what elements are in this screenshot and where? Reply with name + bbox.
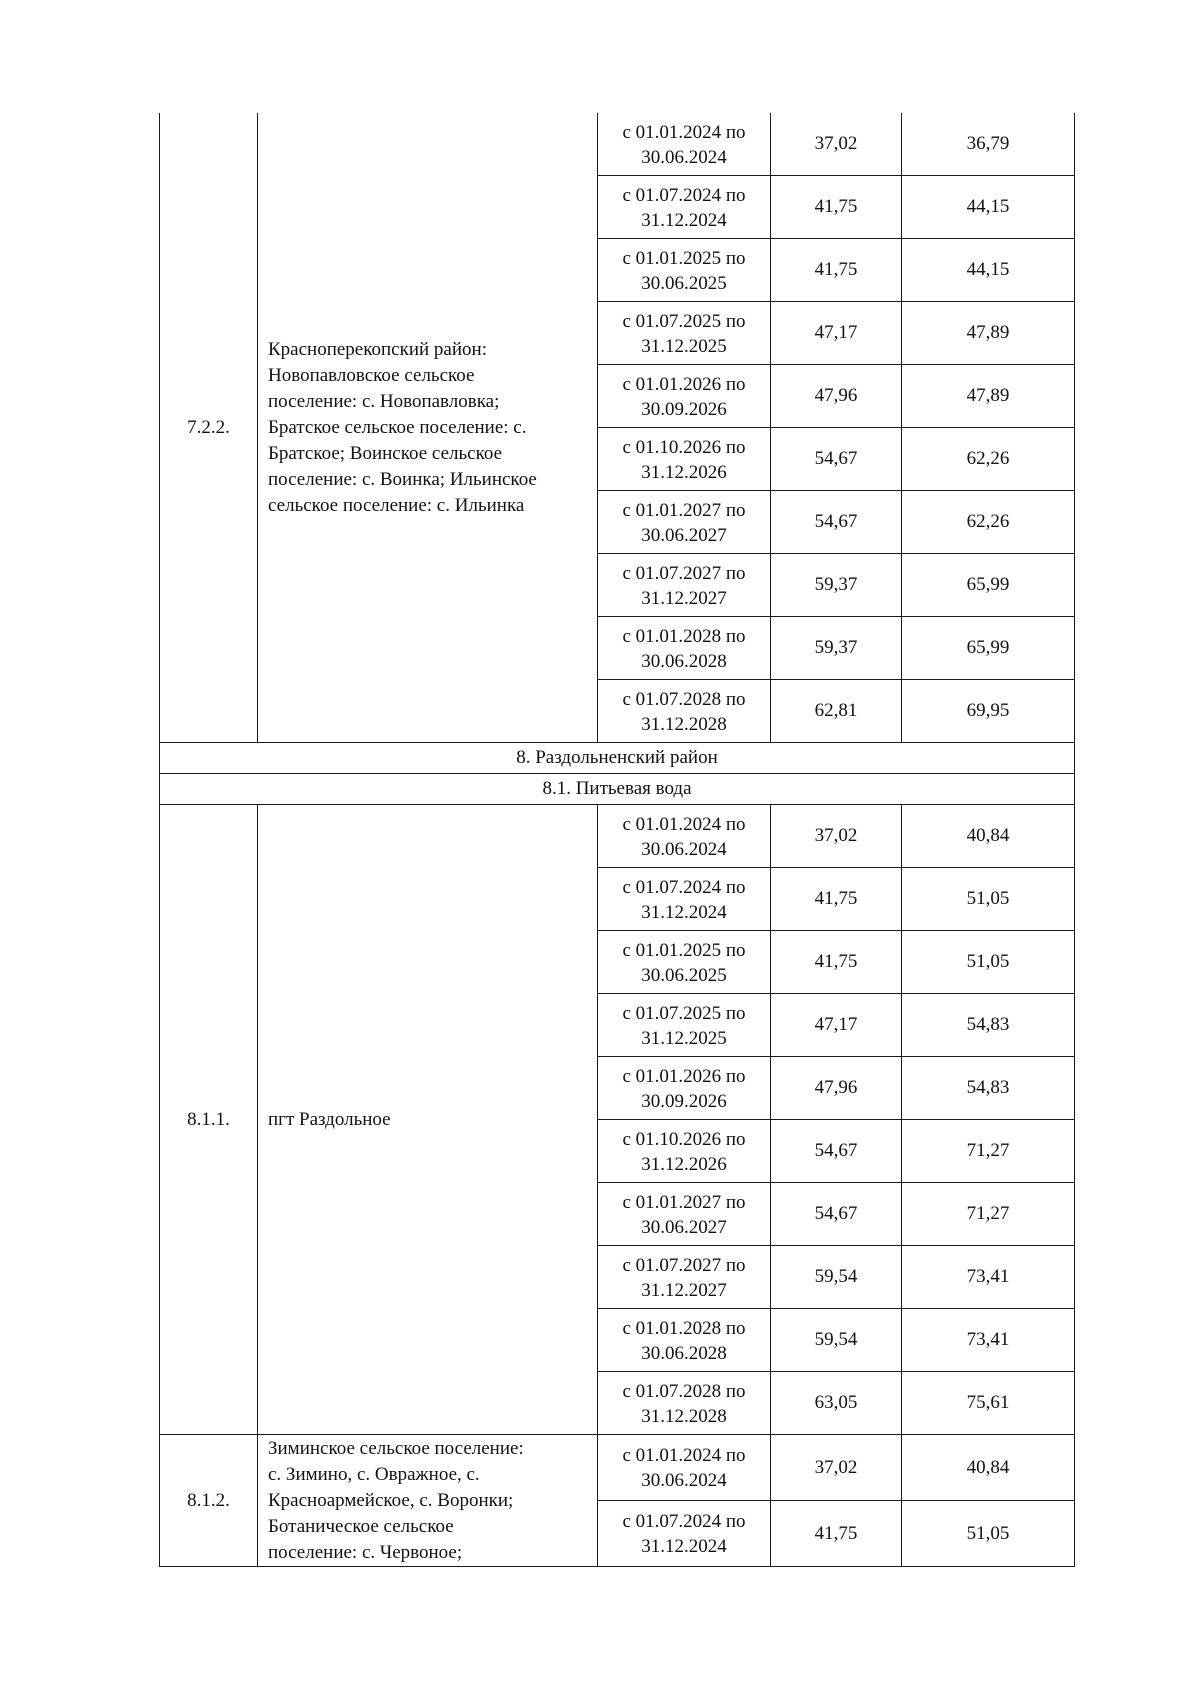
tariff-value-2: 65,99 [902, 617, 1075, 680]
period-from: с 01.10.2026 по [622, 1128, 746, 1150]
subsection-title: 8.1. Питьевая вода [160, 774, 1075, 805]
tariff-value-1: 41,75 [771, 176, 902, 239]
tariff-value-1: 54,67 [771, 1183, 902, 1246]
period-cell [598, 1183, 771, 1246]
territory-line: с. Зимино, с. Овражное, с. [268, 1463, 480, 1485]
tariff-value-1: 59,37 [771, 617, 902, 680]
table-row [160, 805, 1075, 868]
period-from: с 01.07.2025 по [622, 1002, 746, 1024]
tariff-value-1: 47,17 [771, 994, 902, 1057]
tariff-value-2: 40,84 [902, 805, 1075, 868]
period-to: 31.12.2028 [641, 713, 727, 735]
tariff-value-1: 37,02 [771, 113, 902, 176]
tariff-value-2: 71,27 [902, 1120, 1075, 1183]
period-cell [598, 1435, 771, 1501]
period-to: 31.12.2025 [641, 335, 727, 357]
tariff-value-1: 62,81 [771, 680, 902, 743]
tariff-value-2: 51,05 [902, 931, 1075, 994]
period-to: 31.12.2026 [641, 1153, 727, 1175]
tariff-value-1: 59,54 [771, 1309, 902, 1372]
period-from: с 01.07.2025 по [622, 310, 746, 332]
period-to: 30.06.2025 [641, 272, 727, 294]
period-to: 30.06.2024 [641, 838, 727, 860]
period-to: 30.09.2026 [641, 398, 727, 420]
territory-cell [258, 113, 598, 743]
tariff-value-2: 71,27 [902, 1183, 1075, 1246]
territory-line: Зиминское сельское поселение: [268, 1437, 524, 1459]
tariff-value-1: 59,37 [771, 554, 902, 617]
tariff-value-1: 41,75 [771, 931, 902, 994]
period-cell [598, 113, 771, 176]
period-cell [598, 680, 771, 743]
section-header-row [160, 743, 1075, 774]
tariff-value-1: 59,54 [771, 1246, 902, 1309]
table-row [160, 1435, 1075, 1501]
tariff-value-2: 62,26 [902, 491, 1075, 554]
tariff-value-2: 47,89 [902, 302, 1075, 365]
period-to: 31.12.2025 [641, 1027, 727, 1049]
tariff-value-2: 54,83 [902, 994, 1075, 1057]
period-to: 31.12.2024 [641, 901, 727, 923]
tariff-value-2: 44,15 [902, 176, 1075, 239]
period-cell [598, 554, 771, 617]
tariff-value-1: 37,02 [771, 805, 902, 868]
period-from: с 01.07.2024 по [622, 184, 746, 206]
period-from: с 01.01.2024 по [622, 121, 746, 143]
territory-line: Красноармейское, с. Воронки; [268, 1489, 514, 1511]
period-to: 30.06.2024 [641, 1470, 727, 1491]
tariff-value-2: 36,79 [902, 113, 1075, 176]
period-cell [598, 239, 771, 302]
territory-line: поселение: с. Воинка; Ильинское [268, 468, 537, 490]
period-from: с 01.07.2028 по [622, 1380, 746, 1402]
period-cell [598, 428, 771, 491]
tariff-value-1: 41,75 [771, 868, 902, 931]
period-to: 31.12.2028 [641, 1405, 727, 1427]
period-to: 30.06.2025 [641, 964, 727, 986]
subsection-header-row [160, 774, 1075, 805]
period-cell [598, 931, 771, 994]
period-to: 30.09.2026 [641, 1090, 727, 1112]
item-number: 8.1.2. [160, 1435, 258, 1567]
period-to: 31.12.2024 [641, 1536, 727, 1557]
period-to: 30.06.2024 [641, 146, 727, 168]
tariff-value-2: 44,15 [902, 239, 1075, 302]
territory-line: сельское поселение: с. Ильинка [268, 494, 525, 516]
period-cell [598, 491, 771, 554]
tariff-value-2: 47,89 [902, 365, 1075, 428]
period-from: с 01.01.2027 по [622, 1191, 746, 1213]
tariff-value-2: 73,41 [902, 1246, 1075, 1309]
territory-line: пгт Раздольное [268, 1108, 391, 1130]
period-from: с 01.01.2028 по [622, 625, 746, 647]
period-from: с 01.07.2024 по [622, 1511, 746, 1532]
period-cell [598, 994, 771, 1057]
territory-line: поселение: с. Червоное; [268, 1541, 463, 1563]
period-from: с 01.01.2025 по [622, 939, 746, 961]
tariff-table-body [160, 113, 1075, 1567]
period-from: с 01.01.2024 по [622, 1445, 746, 1466]
item-number: 8.1.1. [160, 805, 258, 1435]
tariff-value-1: 47,96 [771, 365, 902, 428]
item-number: 7.2.2. [160, 113, 258, 743]
period-to: 31.12.2024 [641, 209, 727, 231]
period-cell [598, 1501, 771, 1567]
period-from: с 01.01.2026 по [622, 373, 746, 395]
period-cell [598, 365, 771, 428]
period-from: с 01.01.2028 по [622, 1317, 746, 1339]
period-cell [598, 1057, 771, 1120]
tariff-value-2: 73,41 [902, 1309, 1075, 1372]
section-title: 8. Раздольненский район [160, 743, 1075, 774]
tariff-value-2: 51,05 [902, 868, 1075, 931]
territory-line: Новопавловское сельское [268, 364, 475, 386]
tariff-value-2: 62,26 [902, 428, 1075, 491]
tariff-value-1: 47,17 [771, 302, 902, 365]
territory-line: Братское; Воинское сельское [268, 442, 503, 464]
period-cell [598, 617, 771, 680]
territory-line: Братское сельское поселение: с. [268, 416, 527, 438]
tariff-table [159, 113, 1075, 1567]
period-from: с 01.01.2026 по [622, 1065, 746, 1087]
tariff-value-2: 51,05 [902, 1501, 1075, 1567]
tariff-value-2: 75,61 [902, 1372, 1075, 1435]
territory-line: поселение: с. Новопавловка; [268, 390, 500, 412]
period-cell [598, 1120, 771, 1183]
period-to: 31.12.2027 [641, 1279, 727, 1301]
period-from: с 01.10.2026 по [622, 436, 746, 458]
tariff-value-2: 40,84 [902, 1435, 1075, 1501]
table-row [160, 113, 1075, 176]
tariff-value-1: 54,67 [771, 1120, 902, 1183]
period-from: с 01.01.2025 по [622, 247, 746, 269]
territory-cell [258, 1435, 598, 1567]
tariff-value-1: 37,02 [771, 1435, 902, 1501]
period-cell [598, 1309, 771, 1372]
territory-cell [258, 805, 598, 1435]
period-to: 30.06.2028 [641, 650, 727, 672]
territory-line: Красноперекопский район: [268, 338, 487, 360]
period-cell [598, 176, 771, 239]
period-from: с 01.07.2024 по [622, 876, 746, 898]
territory-line: Ботаническое сельское [268, 1515, 454, 1537]
period-from: с 01.07.2027 по [622, 562, 746, 584]
tariff-value-2: 54,83 [902, 1057, 1075, 1120]
period-cell [598, 1372, 771, 1435]
tariff-value-1: 54,67 [771, 491, 902, 554]
period-from: с 01.07.2027 по [622, 1254, 746, 1276]
tariff-value-1: 41,75 [771, 1501, 902, 1567]
period-cell [598, 302, 771, 365]
period-from: с 01.01.2027 по [622, 499, 746, 521]
period-cell [598, 805, 771, 868]
period-to: 30.06.2027 [641, 1216, 727, 1238]
period-from: с 01.01.2024 по [622, 813, 746, 835]
period-to: 30.06.2027 [641, 524, 727, 546]
period-to: 31.12.2027 [641, 587, 727, 609]
tariff-value-2: 69,95 [902, 680, 1075, 743]
tariff-value-1: 47,96 [771, 1057, 902, 1120]
tariff-value-2: 65,99 [902, 554, 1075, 617]
period-cell [598, 1246, 771, 1309]
tariff-value-1: 41,75 [771, 239, 902, 302]
tariff-value-1: 63,05 [771, 1372, 902, 1435]
period-to: 31.12.2026 [641, 461, 727, 483]
period-from: с 01.07.2028 по [622, 688, 746, 710]
tariff-value-1: 54,67 [771, 428, 902, 491]
period-cell [598, 868, 771, 931]
period-to: 30.06.2028 [641, 1342, 727, 1364]
